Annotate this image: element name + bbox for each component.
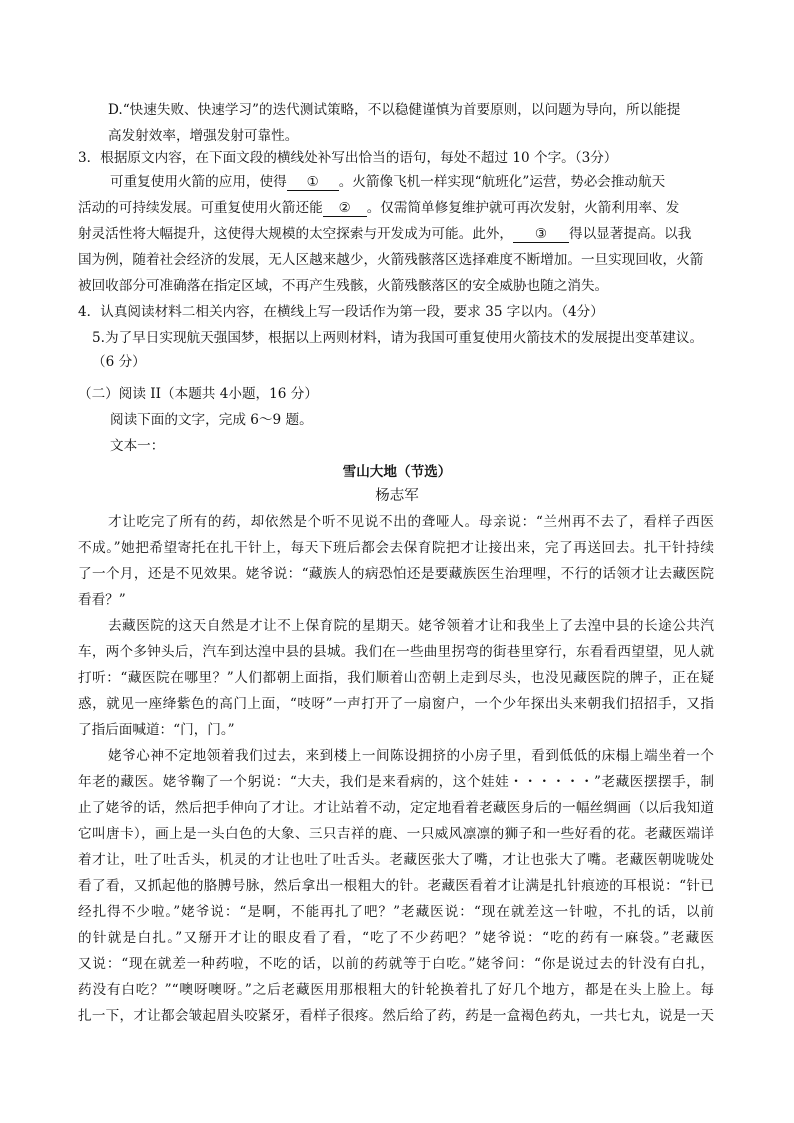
- question-4: 4．认真阅读材料二相关内容，在横线上写一段话作为第一段，要求 35 字以内。（4分）: [78, 304, 604, 320]
- option-d-line-2: 高发射效率，增强发射可靠性。: [108, 128, 299, 144]
- passage-text: 活动的可持续发展。可重复使用火箭还能: [78, 200, 323, 216]
- article-line: 又说：“现在就差一种药啦，不吃的话，以前的药就等于白吃。”姥爷问：“你是说过去的针没有白扎，: [78, 956, 714, 972]
- article-line: 止了姥爷的话，然后把手伸向了才让。才让站着不动，定定地看着老藏医身后的一幅丝绸画（以后我知道: [78, 800, 714, 816]
- section-2-heading: （二）阅读 II（本题共 4小题，16 分）: [78, 386, 318, 402]
- answer-blank-1[interactable]: ①: [287, 174, 339, 191]
- passage-text: 可重复使用火箭的应用，使得: [110, 174, 287, 190]
- article-line: 经扎得不少啦。”姥爷说：“是啊，不能再扎了吧？”老藏医说：“现在就差这一针啦，不扎的话，以前: [78, 904, 714, 920]
- option-d-line-1: D.“快速失败、快速学习”的迭代测试策略，不以稳健谨慎为首要原则，以问题为导向，所以能提: [108, 102, 681, 118]
- question-3-passage-line-5: 被回收部分可准确落在指定区域，不再产生残骸，火箭残骸落区的安全威胁也随之消失。: [78, 278, 609, 294]
- article-line: 它叫唐卡），画上是一头白色的大象、三只吉祥的鹿、一只威风凛凛的狮子和一些好看的花。老藏医端详: [78, 826, 714, 842]
- question-3-passage-line-2: [78, 198, 679, 218]
- article-line: 车，两个多钟头后，汽车到达湟中县的县城。我们在一些曲里拐弯的街巷里穿行，东看看西望望，见人就: [78, 644, 714, 660]
- question-3-passage-line-1: [110, 172, 665, 192]
- article-line: 药没有白吃？”“噢呀噢呀。”之后老藏医用那根粗大的针轮换着扎了好几个地方，都是在头上脸上。每: [78, 982, 714, 998]
- article-line: 不成。”她把希望寄托在扎干针上，每天下班后都会去保育院把才让接出来，完了再送回去。扎干针持续: [78, 540, 714, 556]
- question-3-passage-line-3: [78, 224, 691, 244]
- question-5-line-1: 5.为了早日实现航天强国梦，根据以上两则材料，请为我国可重复使用火箭技术的发展提出变革建议。: [92, 330, 704, 346]
- passage-text: 得以显著提高。以我: [569, 226, 692, 242]
- article-line: 才让吃完了所有的药，却依然是个听不见说不出的聋哑人。母亲说：“兰州再不去了，看样子西医: [108, 514, 714, 530]
- section-2-instruction: 阅读下面的文字，完成 6～9 题。: [110, 412, 313, 428]
- passage-text: 。火箭像飞机一样实现“航班化”运营，势必会推动航天: [338, 174, 666, 190]
- answer-blank-3[interactable]: ③: [513, 226, 569, 243]
- article-author: 杨志军: [375, 488, 419, 504]
- article-line: 姥爷心神不定地领着我们过去，来到楼上一间陈设拥挤的小房子里，看到低低的床榻上端坐着一个: [108, 748, 714, 764]
- article-line: 去藏医院的这天自然是才让不上保育院的星期天。姥爷领着才让和我坐上了去湟中县的长途公共汽: [108, 618, 714, 634]
- text-one-label: 文本一：: [110, 438, 165, 454]
- article-line: 着才让，吐了吐舌头，机灵的才让也吐了吐舌头。老藏医张大了嘴，才让也张大了嘴。老藏医朝咙咙处: [78, 852, 714, 868]
- article-line: 打听：“藏医院在哪里？”人们都朝上面指，我们顺着山峦朝上走到尽头，也没见藏医院的牌子，正在疑: [78, 670, 714, 686]
- passage-text: 。仅需简单修复维护就可再次发射，火箭利用率、发: [366, 200, 680, 216]
- article-line: 看看？”: [78, 592, 126, 608]
- article-line: 的针就是白扎。”又掰开才让的眼皮看了看，“吃了不少药吧？”姥爷说：“吃的药有一麻袋。”老藏医: [78, 930, 714, 946]
- article-line: 惑，就见一座绛紫色的高门上面，“吱呀”一声打开了一扇窗户，一个少年探出头来朝我们招招手，又指: [78, 696, 714, 712]
- question-3-stem: 3．根据原文内容，在下面文段的横线处补写出恰当的语句，每处不超过 10 个字。（3分）: [78, 150, 618, 166]
- article-line: 扎一下，才让都会皱起眉头咬紧牙，看样子很疼。然后给了药，药是一盒褐色药丸，一共七丸，说是一天: [78, 1008, 714, 1024]
- article-line: 看了看，又抓起他的胳膊号脉，然后拿出一根粗大的针。老藏医看着才让满是扎针痕迹的耳根说：“针已: [78, 878, 714, 894]
- question-5-line-2: （6 分）: [92, 354, 146, 370]
- answer-blank-2[interactable]: ②: [323, 200, 367, 217]
- article-line: 了一个月，还是不见效果。姥爷说：“藏族人的病恐怕还是要藏族医生治理哩，不行的话领才让去藏医院: [78, 566, 714, 582]
- question-3-passage-line-4: 国为例，随着社会经济的发展，无人区越来越少，火箭残骸落区选择难度不断增加。一旦实现回收，火箭: [78, 252, 704, 268]
- passage-text: 射灵活性将大幅提升，这使得大规模的太空探索与开发成为可能。此外，: [78, 226, 513, 242]
- article-title: 雪山大地（节选）: [342, 464, 452, 480]
- article-line: 年老的藏医。姥爷鞠了一个躬说：“大夫，我们是来看病的，这个娃娃・・・・・・”老藏医摆摆手，制: [78, 774, 714, 790]
- article-line: 了指后面喊道：“门，门。”: [78, 722, 235, 738]
